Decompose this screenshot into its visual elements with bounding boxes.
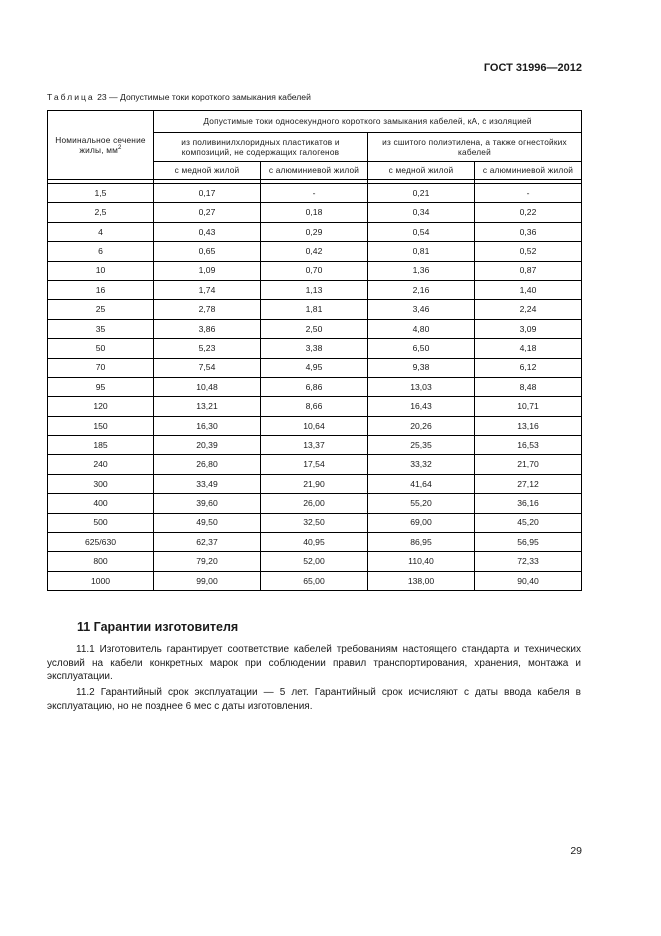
table-cell: 0,65 [154,242,261,261]
table-cell: 45,20 [475,513,582,532]
table-cell: 5,23 [154,339,261,358]
table-row [48,436,582,455]
table-cell: 800 [48,552,154,571]
table-cell: 0,52 [475,242,582,261]
short-circuit-currents-table [47,110,582,591]
table-cell: 0,87 [475,261,582,280]
table-cell: 4,80 [368,319,475,338]
table-row [48,300,582,319]
table-cell: 86,95 [368,533,475,552]
paragraph-11-1 [47,643,581,684]
table-cell: 16 [48,280,154,299]
table-cell: 500 [48,513,154,532]
table-cell: 3,38 [261,339,368,358]
table-cell: 2,50 [261,319,368,338]
table-row [48,552,582,571]
table-cell: 0,17 [154,184,261,203]
page-number: 29 [570,845,582,857]
table-cell: - [261,184,368,203]
table-cell: 49,50 [154,513,261,532]
table-cell: 72,33 [475,552,582,571]
paragraph-11-2 [47,686,581,713]
table-cell: 2,24 [475,300,582,319]
table-cell: 0,36 [475,222,582,241]
table-cell: 4 [48,222,154,241]
header-xlpe-insulation: из сшитого полиэтилена, а также огнестойких кабелей [368,133,582,162]
table-cell: 625/630 [48,533,154,552]
table-row [48,474,582,493]
table-cell: 6,12 [475,358,582,377]
header-cross-section-superscript: 2 [118,145,122,152]
table-cell: 240 [48,455,154,474]
header-cross-section [48,111,154,180]
table-cell: 16,43 [368,397,475,416]
table-row [48,358,582,377]
table-cell: 6 [48,242,154,261]
table-cell: 150 [48,416,154,435]
paragraph-11-1-text: 11.1 Изготовитель гарантирует соответствие кабелей требованиям настоящего стандарта и технических условий на кабели конкретных марок при соблюдении правил транспортирования, хранения, монтажа и эксплуатации. [47,644,581,682]
table-cell: 20,26 [368,416,475,435]
table-row [48,397,582,416]
table-cell: 13,37 [261,436,368,455]
table-cell: 138,00 [368,571,475,590]
table-cell: 0,27 [154,203,261,222]
section-title: 11 Гарантии изготовителя [77,620,239,634]
table-cell: 70 [48,358,154,377]
table-cell: 0,70 [261,261,368,280]
table-row [48,416,582,435]
table-cell: 0,43 [154,222,261,241]
table-cell: 2,78 [154,300,261,319]
table-cell: 0,22 [475,203,582,222]
table-row [48,339,582,358]
header-current-group: Допустимые токи односекундного короткого замыкания кабелей, кА, с изоляцией [154,111,582,133]
table-cell: 0,81 [368,242,475,261]
table-cell: 3,46 [368,300,475,319]
table-cell: 110,40 [368,552,475,571]
table-cell: 300 [48,474,154,493]
table-row [48,242,582,261]
table-cell: 0,34 [368,203,475,222]
table-cell: 4,95 [261,358,368,377]
table-cell: 3,09 [475,319,582,338]
header-xlpe-copper: с медной жилой [368,162,475,180]
table-row [48,261,582,280]
table-cell: 20,39 [154,436,261,455]
table-row [48,319,582,338]
table-cell: 26,80 [154,455,261,474]
table-cell: 0,42 [261,242,368,261]
table-cell: 1,5 [48,184,154,203]
table-cell: 13,16 [475,416,582,435]
table-row [48,203,582,222]
table-cell: 0,54 [368,222,475,241]
table-cell: 4,18 [475,339,582,358]
table-row [48,571,582,590]
table-cell: 27,12 [475,474,582,493]
table-cell: 13,03 [368,377,475,396]
table-row [48,455,582,474]
table-cell: 65,00 [261,571,368,590]
table-cell: 33,32 [368,455,475,474]
table-cell: 2,16 [368,280,475,299]
table-cell: 62,37 [154,533,261,552]
table-cell: 79,20 [154,552,261,571]
table-row [48,280,582,299]
table-cell: 25,35 [368,436,475,455]
table-cell: 50 [48,339,154,358]
table-cell: 36,16 [475,494,582,513]
table-cell: 1,13 [261,280,368,299]
table-cell: 52,00 [261,552,368,571]
table-cell: 90,40 [475,571,582,590]
header-pvc-copper: с медной жилой [154,162,261,180]
table-cell: 25 [48,300,154,319]
header-pvc-aluminium: с алюминиевой жилой [261,162,368,180]
table-row [48,377,582,396]
table-cell: 3,86 [154,319,261,338]
table-cell: 10,71 [475,397,582,416]
table-body [48,180,582,591]
paragraph-11-2-text: 11.2 Гарантийный срок эксплуатации — 5 лет. Гарантийный срок исчисляют с даты ввода кабеля в эксплуатацию, но не позднее 6 мес с даты изготовления. [47,687,581,712]
table-row [48,494,582,513]
table-cell: 8,66 [261,397,368,416]
table-cell: 7,54 [154,358,261,377]
table-cell: 185 [48,436,154,455]
table-caption-label: Таблица [47,92,95,102]
table-cell: 55,20 [368,494,475,513]
table-cell: 120 [48,397,154,416]
table-cell: 1,81 [261,300,368,319]
table-cell: 8,48 [475,377,582,396]
table-cell: 0,18 [261,203,368,222]
header-pvc-insulation: из поливинилхлоридных пластикатов и композиций, не содержащих галогенов [154,133,368,162]
table-cell: 6,50 [368,339,475,358]
table-cell: 16,30 [154,416,261,435]
table-cell: 0,29 [261,222,368,241]
table-cell: 32,50 [261,513,368,532]
table-row [48,222,582,241]
table-cell: 400 [48,494,154,513]
table-row [48,513,582,532]
table-cell: 10,48 [154,377,261,396]
table-cell: 21,70 [475,455,582,474]
table-cell: 17,54 [261,455,368,474]
table-cell: 21,90 [261,474,368,493]
table-cell: 16,53 [475,436,582,455]
table-cell: 2,5 [48,203,154,222]
table-cell: 1,09 [154,261,261,280]
table-cell: 1,74 [154,280,261,299]
table-cell: 10 [48,261,154,280]
table-cell: 1,36 [368,261,475,280]
table-cell: 56,95 [475,533,582,552]
table-cell: - [475,184,582,203]
table-cell: 10,64 [261,416,368,435]
table-cell: 0,21 [368,184,475,203]
header-cross-section-label: Номинальное сечение жилы, мм [55,134,146,155]
table-caption [47,92,311,102]
table-cell: 39,60 [154,494,261,513]
table-cell: 35 [48,319,154,338]
table-cell: 69,00 [368,513,475,532]
table-cell: 40,95 [261,533,368,552]
table-cell: 13,21 [154,397,261,416]
table-cell: 99,00 [154,571,261,590]
table-cell: 33,49 [154,474,261,493]
table-row [48,184,582,203]
table-cell: 6,86 [261,377,368,396]
table-row [48,533,582,552]
table-cell: 1,40 [475,280,582,299]
table-cell: 1000 [48,571,154,590]
table-cell: 95 [48,377,154,396]
table-caption-text: 23 — Допустимые токи короткого замыкания кабелей [97,92,311,102]
header-xlpe-aluminium: с алюминиевой жилой [475,162,582,180]
document-standard-number: ГОСТ 31996—2012 [483,62,582,74]
table-cell: 41,64 [368,474,475,493]
table-cell: 9,38 [368,358,475,377]
table-cell: 26,00 [261,494,368,513]
